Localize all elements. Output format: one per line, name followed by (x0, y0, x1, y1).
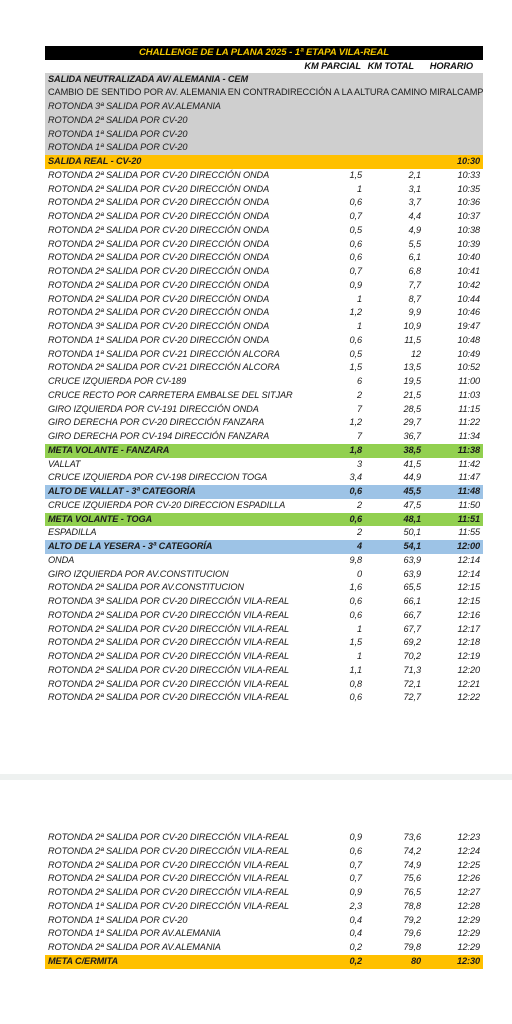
row-km-total: 6,1 (408, 252, 421, 263)
row-horario: 12:17 (457, 623, 480, 634)
table-row (45, 650, 483, 664)
row-horario: 12:27 (457, 887, 480, 897)
table-row (45, 471, 483, 485)
row-description: ROTONDA 2ª SALIDA POR CV-20 DIRECCIÓN ONDA (48, 252, 270, 263)
row-km-total: 44,9 (403, 472, 421, 483)
table-row (45, 678, 483, 692)
row-horario: 10:48 (457, 334, 480, 345)
row-horario: 10:49 (457, 348, 480, 359)
table-row (45, 636, 483, 650)
row-description: CRUCE IZQUIERDA POR CV-189 (48, 376, 187, 386)
row-horario: 11:50 (458, 499, 480, 510)
row-km-parcial: 2 (356, 499, 362, 510)
row-horario: 11:03 (458, 389, 480, 400)
row-horario: 11:42 (458, 458, 480, 469)
row-km-total: 7,7 (408, 279, 421, 290)
row-km-parcial: 7 (356, 403, 362, 414)
row-km-parcial: 0,7 (349, 211, 362, 221)
row-horario: 12:25 (457, 859, 480, 870)
table-row (45, 100, 483, 114)
row-km-parcial: 4 (356, 541, 362, 551)
row-km-parcial: 1,2 (349, 417, 362, 428)
row-horario: 12:15 (457, 596, 480, 606)
row-km-parcial: 0,6 (349, 596, 362, 606)
table-row (45, 691, 483, 705)
row-km-total: 13,5 (403, 362, 421, 373)
table-row (45, 128, 483, 142)
row-km-parcial: 2 (356, 389, 362, 400)
row-km-parcial: 0,6 (349, 486, 362, 496)
route-table-continued (45, 831, 483, 969)
table-row (45, 955, 483, 969)
row-km-parcial: 0,4 (349, 914, 362, 925)
row-km-parcial: 7 (356, 431, 362, 441)
table-row (45, 859, 483, 873)
table-row (45, 224, 483, 238)
row-description: ALTO DE LA YESERA - 3ª CATEGORÍA (48, 541, 213, 551)
table-row (45, 914, 483, 928)
col-horario: HORARIO (429, 60, 473, 71)
row-description: ROTONDA 2ª SALIDA POR CV-20 (48, 114, 188, 125)
row-description: ONDA (48, 554, 75, 565)
row-description: SALIDA REAL - CV-20 (48, 156, 142, 166)
table-title: CHALLENGE DE LA PLANA 2025 - 1ª ETAPA VILA-REAL (45, 46, 483, 60)
row-description: ROTONDA 2ª SALIDA POR CV-20 DIRECCIÓN VILA-REAL (48, 664, 290, 675)
row-description: VALLAT (48, 458, 81, 469)
row-km-total: 9,9 (408, 307, 421, 318)
row-description: ROTONDA 2ª SALIDA POR AV.ALEMANIA (48, 942, 221, 952)
row-horario: 12:14 (457, 554, 480, 565)
row-km-parcial: 3 (356, 458, 362, 469)
row-km-total: 72,7 (403, 692, 421, 703)
row-horario: 11:15 (458, 403, 480, 414)
row-km-parcial: 1,2 (349, 307, 362, 318)
row-km-parcial: 0,9 (349, 832, 362, 842)
row-description: ROTONDA 2ª SALIDA POR CV-20 DIRECCIÓN VILA-REAL (48, 609, 290, 620)
row-km-total: 79,6 (403, 928, 421, 939)
row-km-parcial: 2 (356, 527, 362, 538)
row-horario: 12:22 (457, 692, 480, 703)
row-km-parcial: 0,6 (349, 692, 362, 703)
row-km-total: 74,9 (403, 859, 421, 870)
row-description: ROTONDA 1ª SALIDA POR CV-20 (48, 142, 188, 153)
row-horario: 12:16 (457, 609, 480, 620)
table-row (45, 444, 483, 458)
row-km-total: 79,2 (403, 914, 421, 925)
row-km-parcial: 3,4 (349, 472, 362, 483)
table-row (45, 320, 483, 334)
col-km-parcial: KM PARCIAL (304, 60, 361, 71)
row-km-total: 4,4 (408, 211, 421, 221)
row-km-parcial: 0,6 (349, 845, 362, 856)
row-description: ROTONDA 2ª SALIDA POR CV-20 DIRECCIÓN VILA-REAL (48, 887, 290, 897)
row-km-total: 47,5 (403, 499, 421, 510)
row-horario: 12:15 (457, 582, 480, 593)
row-description: GIRO DERECHA POR CV-20 DIRECCIÓN FANZARA (48, 417, 265, 428)
table-row (45, 361, 483, 375)
row-km-total: 11,5 (404, 334, 421, 345)
row-km-total: 66,1 (403, 596, 421, 606)
row-description: ROTONDA 2ª SALIDA POR CV-20 DIRECCIÓN ONDA (48, 197, 270, 208)
row-km-total: 63,9 (403, 554, 421, 565)
row-km-parcial: 0,7 (349, 859, 362, 870)
row-km-total: 41,5 (403, 458, 421, 469)
row-horario: 10:36 (457, 197, 480, 208)
table-row (45, 265, 483, 279)
row-horario: 11:48 (457, 486, 480, 496)
row-km-parcial: 0,5 (349, 224, 362, 235)
row-description: ROTONDA 2ª SALIDA POR CV-20 DIRECCIÓN VILA-REAL (48, 651, 290, 661)
table-row (45, 526, 483, 540)
row-description: SALIDA NEUTRALIZADA AV/ ALEMANIA - CEM (48, 73, 249, 84)
row-km-total: 54,1 (403, 541, 421, 551)
table-row (45, 900, 483, 914)
row-km-parcial: 0,2 (349, 955, 362, 966)
table-row (45, 73, 483, 87)
row-horario: 11:22 (458, 417, 480, 428)
row-km-total: 28,5 (403, 403, 421, 414)
route-rows-part-1 (45, 73, 483, 706)
table-row (45, 334, 483, 348)
row-horario: 19:47 (457, 321, 480, 331)
row-horario: 10:44 (457, 293, 480, 304)
row-km-parcial: 1 (356, 623, 362, 634)
row-description: ROTONDA 2ª SALIDA POR CV-20 DIRECCIÓN ONDA (48, 169, 270, 180)
row-horario: 10:41 (457, 266, 480, 276)
row-km-total: 4,9 (408, 224, 421, 235)
table-row (45, 554, 483, 568)
page-divider (0, 774, 512, 780)
table-row (45, 886, 483, 900)
route-rows-part-2 (45, 831, 483, 969)
table-row (45, 251, 483, 265)
row-km-parcial: 1 (356, 321, 362, 331)
table-row (45, 196, 483, 210)
row-km-parcial: 0,9 (349, 887, 362, 897)
row-km-parcial: 6 (356, 376, 362, 386)
table-row (45, 540, 483, 554)
row-horario: 12:24 (457, 845, 480, 856)
row-horario: 11:00 (458, 376, 480, 386)
row-km-total: 80 (410, 955, 421, 966)
table-row (45, 416, 483, 430)
route-table (45, 46, 483, 705)
row-km-total: 70,2 (403, 651, 421, 661)
row-km-parcial: 1,1 (349, 664, 362, 675)
table-row (45, 927, 483, 941)
row-description: ROTONDA 3ª SALIDA POR CV-20 DIRECCIÓN VILA-REAL (48, 596, 290, 606)
row-description: ROTONDA 1ª SALIDA POR CV-20 DIRECCIÓN VILA-REAL (48, 900, 290, 911)
row-description: META VOLANTE - FANZARA (48, 444, 170, 455)
row-description: ROTONDA 2ª SALIDA POR AV.CONSTITUCION (48, 582, 244, 593)
row-horario: 10:40 (457, 252, 480, 263)
table-row (45, 238, 483, 252)
row-km-parcial: 0,9 (349, 279, 362, 290)
table-row (45, 609, 483, 623)
row-km-total: 71,3 (403, 664, 421, 675)
row-km-parcial: 1 (356, 293, 362, 304)
row-horario: 12:29 (457, 942, 480, 952)
row-km-parcial: 0,5 (349, 348, 362, 359)
table-row (45, 458, 483, 472)
row-horario: 12:18 (457, 637, 480, 648)
row-description: ROTONDA 3ª SALIDA POR AV.ALEMANIA (48, 101, 221, 111)
row-description: ROTONDA 1ª SALIDA POR CV-20 DIRECCIÓN ONDA (48, 334, 270, 345)
row-horario: 12:21 (457, 678, 480, 689)
row-km-total: 29,7 (403, 417, 421, 428)
row-km-total: 2,1 (408, 169, 421, 180)
table-row (45, 872, 483, 886)
row-km-parcial: 0,7 (349, 873, 362, 884)
row-description: ROTONDA 2ª SALIDA POR CV-20 DIRECCIÓN VILA-REAL (48, 637, 290, 648)
row-description: CRUCE IZQUIERDA POR CV-20 DIRECCION ESPADILLA (48, 499, 286, 510)
row-km-parcial: 0,6 (349, 334, 362, 345)
row-km-parcial: 0,7 (349, 266, 362, 276)
row-km-total: 50,1 (403, 527, 421, 538)
row-km-parcial: 2,3 (349, 900, 362, 911)
table-row (45, 403, 483, 417)
row-horario: 10:42 (457, 279, 480, 290)
row-km-total: 3,7 (408, 197, 421, 208)
row-horario: 10:35 (457, 183, 480, 194)
row-horario: 10:46 (457, 307, 480, 318)
row-description: ALTO DE VALLAT - 3ª CATEGORÍA (48, 486, 196, 496)
row-description: ROTONDA 2ª SALIDA POR CV-20 DIRECCIÓN VILA-REAL (48, 873, 290, 884)
row-horario: 12:30 (457, 955, 480, 966)
row-km-total: 65,5 (403, 582, 421, 593)
row-km-total: 48,1 (403, 513, 421, 524)
row-horario: 12:28 (457, 900, 480, 911)
row-description: ROTONDA 2ª SALIDA POR CV-20 DIRECCIÓN ONDA (48, 293, 270, 304)
table-row (45, 941, 483, 955)
row-description: ROTONDA 2ª SALIDA POR CV-20 DIRECCIÓN ONDA (48, 183, 270, 194)
row-horario: 10:38 (457, 224, 480, 235)
row-description: ROTONDA 2ª SALIDA POR CV-20 DIRECCIÓN VILA-REAL (48, 859, 290, 870)
table-row (45, 485, 483, 499)
table-row (45, 169, 483, 183)
row-horario: 12:14 (457, 568, 480, 579)
row-horario: 12:29 (457, 928, 480, 939)
row-km-parcial: 9,8 (349, 554, 362, 565)
row-km-total: 72,1 (403, 678, 421, 689)
row-horario: 12:19 (457, 651, 480, 661)
row-km-total: 21,5 (403, 389, 421, 400)
row-km-parcial: 1,5 (349, 169, 362, 180)
table-row (45, 348, 483, 362)
row-km-parcial: 0,8 (349, 678, 362, 689)
row-description: ESPADILLA (48, 527, 97, 538)
row-km-total: 63,9 (403, 568, 421, 579)
table-row (45, 499, 483, 513)
row-km-parcial: 0,6 (349, 238, 362, 249)
table-row (45, 513, 483, 527)
row-description: ROTONDA 1ª SALIDA POR AV.ALEMANIA (48, 928, 221, 939)
row-description: GIRO DERECHA POR CV-194 DIRECCIÓN FANZARA (48, 431, 270, 441)
table-row (45, 114, 483, 128)
row-km-total: 67,7 (403, 623, 421, 634)
row-km-total: 76,5 (403, 887, 421, 897)
row-km-parcial: 0,6 (349, 513, 362, 524)
row-description: ROTONDA 2ª SALIDA POR CV-20 DIRECCIÓN ONDA (48, 224, 270, 235)
row-km-parcial: 1,5 (349, 362, 362, 373)
row-km-total: 45,5 (403, 486, 421, 496)
row-km-total: 12 (410, 348, 421, 359)
row-km-parcial: 0 (356, 568, 362, 579)
table-row (45, 293, 483, 307)
row-description: GIRO IZQUIERDA POR CV-191 DIRECCIÓN ONDA (48, 403, 259, 414)
row-description: ROTONDA 2ª SALIDA POR CV-21 DIRECCIÓN ALCORA (48, 362, 280, 373)
row-description: ROTONDA 1ª SALIDA POR CV-20 (48, 128, 188, 139)
row-km-total: 6,8 (408, 266, 421, 276)
table-row (45, 141, 483, 155)
table-row (45, 375, 483, 389)
row-description: GIRO IZQUIERDA POR AV.CONSTITUCION (48, 568, 229, 579)
row-description: CAMBIO DE SENTIDO POR AV. ALEMANIA EN CONTRADIRECCIÓN A LA ALTURA CAMINO MIRALCAMP (48, 87, 484, 98)
table-row (45, 86, 483, 100)
table-row (45, 845, 483, 859)
row-description: ROTONDA 2ª SALIDA POR CV-20 DIRECCIÓN VILA-REAL (48, 692, 290, 703)
table-row (45, 664, 483, 678)
column-header-row (45, 60, 483, 73)
row-km-parcial: 1,8 (349, 444, 362, 455)
row-km-total: 38,5 (403, 444, 421, 455)
row-km-total: 74,2 (403, 845, 421, 856)
row-km-parcial: 0,6 (349, 252, 362, 263)
row-horario: 11:47 (458, 472, 480, 483)
table-row (45, 389, 483, 403)
row-km-total: 3,1 (408, 183, 421, 194)
table-row (45, 279, 483, 293)
table-row (45, 155, 483, 169)
row-km-parcial: 0,6 (349, 197, 362, 208)
row-km-parcial: 1 (356, 183, 362, 194)
row-horario: 12:20 (457, 664, 480, 675)
row-horario: 12:26 (457, 873, 480, 884)
row-km-total: 5,5 (408, 238, 421, 249)
row-km-total: 19,5 (403, 376, 421, 386)
col-km-total: KM TOTAL (367, 60, 414, 71)
table-row (45, 430, 483, 444)
row-km-parcial: 0,2 (349, 942, 362, 952)
row-horario: 12:29 (457, 914, 480, 925)
row-km-total: 69,2 (403, 637, 421, 648)
row-description: ROTONDA 2ª SALIDA POR CV-20 DIRECCIÓN VILA-REAL (48, 678, 290, 689)
table-row (45, 623, 483, 637)
row-km-parcial: 1 (356, 651, 362, 661)
row-km-parcial: 1,6 (349, 582, 362, 593)
row-horario: 11:51 (457, 513, 480, 524)
row-description: ROTONDA 2ª SALIDA POR CV-20 DIRECCIÓN ONDA (48, 238, 270, 249)
row-km-parcial: 0,4 (349, 928, 362, 939)
row-description: ROTONDA 2ª SALIDA POR CV-20 DIRECCIÓN ONDA (48, 279, 270, 290)
row-description: CRUCE IZQUIERDA POR CV-198 DIRECCION TOGA (48, 472, 268, 483)
row-description: ROTONDA 3ª SALIDA POR CV-20 DIRECCIÓN ONDA (48, 321, 270, 331)
row-km-parcial: 0,6 (349, 609, 362, 620)
row-description: ROTONDA 2ª SALIDA POR CV-20 DIRECCIÓN VILA-REAL (48, 623, 290, 634)
table-row (45, 568, 483, 582)
row-description: ROTONDA 1ª SALIDA POR CV-20 (48, 914, 188, 925)
row-km-total: 66,7 (403, 609, 421, 620)
row-description: META VOLANTE - TOGA (48, 513, 153, 524)
row-description: ROTONDA 2ª SALIDA POR CV-20 DIRECCIÓN VILA-REAL (48, 845, 290, 856)
row-horario: 10:39 (457, 238, 480, 249)
row-km-total: 10,9 (403, 321, 421, 331)
row-horario: 12:00 (457, 541, 480, 551)
row-description: ROTONDA 2ª SALIDA POR CV-20 DIRECCIÓN ONDA (48, 266, 270, 276)
table-row (45, 831, 483, 845)
row-horario: 10:37 (457, 211, 480, 221)
table-row (45, 595, 483, 609)
table-row (45, 210, 483, 224)
row-description: ROTONDA 2ª SALIDA POR CV-20 DIRECCIÓN ONDA (48, 307, 270, 318)
row-horario: 10:33 (457, 169, 480, 180)
table-row (45, 183, 483, 197)
row-km-parcial: 1,5 (349, 637, 362, 648)
row-km-total: 8,7 (408, 293, 421, 304)
row-description: ROTONDA 2ª SALIDA POR CV-20 DIRECCIÓN ONDA (48, 211, 270, 221)
row-horario: 10:30 (457, 156, 480, 166)
row-horario: 12:23 (457, 832, 480, 842)
row-km-total: 75,6 (403, 873, 421, 884)
row-horario: 11:38 (457, 444, 480, 455)
row-description: ROTONDA 1ª SALIDA POR CV-21 DIRECCIÓN ALCORA (48, 348, 280, 359)
row-description: META C/ERMITA (48, 955, 118, 966)
row-horario: 10:52 (457, 362, 480, 373)
row-description: ROTONDA 2ª SALIDA POR CV-20 DIRECCIÓN VILA-REAL (48, 832, 290, 842)
table-row (45, 581, 483, 595)
row-km-total: 79,8 (403, 942, 421, 952)
row-km-total: 36,7 (403, 431, 421, 441)
row-horario: 11:34 (458, 431, 480, 441)
row-km-total: 73,6 (403, 832, 421, 842)
row-km-total: 78,8 (403, 900, 421, 911)
row-description: CRUCE RECTO POR CARRETERA EMBALSE DEL SITJAR (48, 389, 293, 400)
row-horario: 11:55 (458, 527, 480, 538)
table-row (45, 306, 483, 320)
